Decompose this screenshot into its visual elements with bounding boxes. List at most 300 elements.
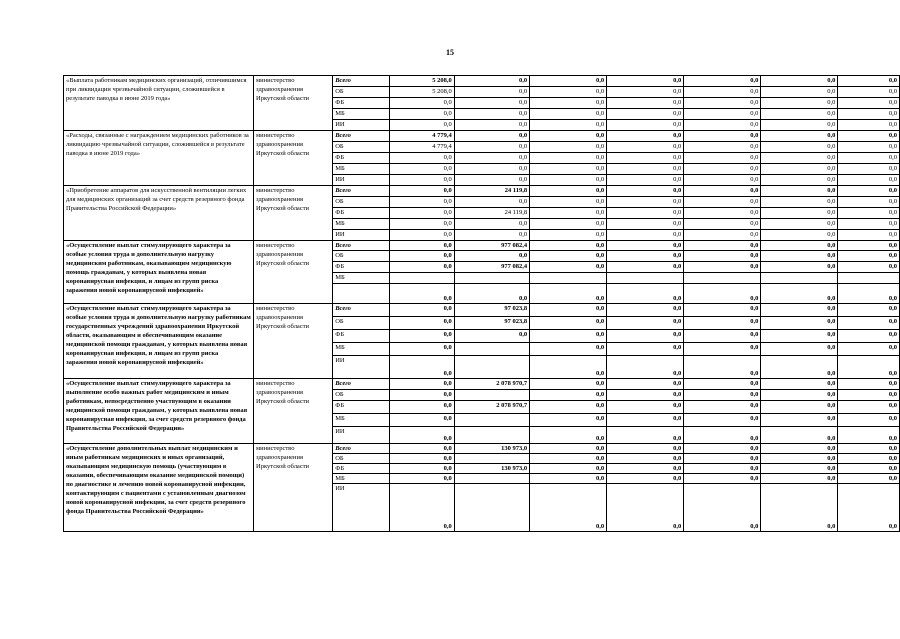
amount-cell: 0,0 [454,330,529,343]
amount-cell: 2 078 970,7 [454,379,529,390]
amount-cell: 0,0 [761,484,838,532]
amount-cell: 0,0 [454,120,529,131]
amount-cell: 0,0 [390,390,455,401]
amount-cell [530,273,607,284]
amount-cell: 0,0 [454,251,529,262]
amount-cell: 0,0 [390,343,455,356]
amount-cell: 0,0 [530,379,607,390]
amount-cell [390,273,455,284]
amount-cell: 0,0 [838,343,900,356]
measure-name: «Осуществление выплат стимулирующего характера за особые условия труда и дополнительную нагрузку медицинским работникам, оказывающим медицинскую помощь гражданам, у которых выявлена новая коронавирусная инфекция, и лицам из групп риска заражения новой коронавирусной инфекцией» [64,241,254,304]
amount-cell: 0,0 [607,98,684,109]
funding-source: МБ [333,474,390,484]
amount-cell: 0,0 [390,208,455,219]
amount-cell: 0,0 [454,109,529,120]
amount-cell: 0,0 [684,464,761,474]
amount-cell: 0,0 [607,219,684,230]
amount-cell: 130 973,0 [454,444,529,454]
amount-cell: 0,0 [530,230,607,241]
amount-cell: 0,0 [607,120,684,131]
amount-cell [454,390,529,401]
amount-cell: 0,0 [530,454,607,464]
amount-cell: 0,0 [761,109,838,120]
amount-cell: 0,0 [761,427,838,444]
amount-cell: 0,0 [390,444,455,454]
amount-cell: 0,0 [530,76,607,87]
amount-cell [607,273,684,284]
responsible-org: министерство здравоохранения Иркутской области [254,241,333,304]
amount-cell: 0,0 [530,98,607,109]
amount-cell: 0,0 [838,219,900,230]
amount-cell: 0,0 [454,131,529,142]
amount-cell: 0,0 [607,109,684,120]
amount-cell: 0,0 [761,284,838,304]
amount-cell: 0,0 [530,109,607,120]
amount-cell: 0,0 [530,153,607,164]
amount-cell: 0,0 [454,175,529,186]
amount-cell: 0,0 [761,304,838,317]
funding-source: Всего [333,76,390,87]
amount-cell: 0,0 [390,401,455,414]
amount-cell: 0,0 [530,131,607,142]
amount-cell: 0,0 [607,153,684,164]
amount-cell: 0,0 [684,109,761,120]
amount-cell [454,356,529,379]
amount-cell: 0,0 [761,175,838,186]
amount-cell [454,427,529,444]
responsible-org: министерство здравоохранения Иркутской области [254,76,333,131]
amount-cell: 0,0 [390,304,455,317]
funding-source: Всего [333,304,390,317]
amount-cell: 0,0 [838,356,900,379]
amount-cell: 0,0 [684,87,761,98]
funding-source [333,284,390,304]
amount-cell: 0,0 [530,197,607,208]
amount-cell: 0,0 [838,197,900,208]
amount-cell: 0,0 [684,284,761,304]
responsible-org: министерство здравоохранения Иркутской области [254,379,333,444]
amount-cell: 0,0 [761,251,838,262]
amount-cell: 0,0 [530,262,607,273]
amount-cell: 0,0 [684,343,761,356]
funding-source: ИИ [333,175,390,186]
amount-cell: 0,0 [607,330,684,343]
measure-name: «Расходы, связанные с награждением медицинских работников за ликвидацию чрезвычайной ситуации, сложившейся в результате паводка в июне 2019 года» [64,131,254,186]
amount-cell: 0,0 [838,390,900,401]
amount-cell [454,454,529,464]
amount-cell: 0,0 [761,230,838,241]
amount-cell: 0,0 [607,464,684,474]
amount-cell: 0,0 [684,208,761,219]
amount-cell: 0,0 [684,175,761,186]
amount-cell: 0,0 [530,330,607,343]
amount-cell: 0,0 [684,153,761,164]
amount-cell: 0,0 [607,142,684,153]
amount-cell: 0,0 [607,76,684,87]
amount-cell: 0,0 [761,208,838,219]
amount-cell: 0,0 [390,197,455,208]
amount-cell: 0,0 [607,208,684,219]
measure-name: «Осуществление дополнительных выплат медицинским и иным работникам медицинских и иных организаций, оказывающим медицинскую помощь (участвующим в оказании, обеспечивающим оказание медицинской помощи) по диагностике и лечению новой коронавирусной инфекции, контактирующим с пациентами с установленным диагнозом новой коронавирусной инфекции, за счет средств резервного фонда Правительства Российской Федерации» [64,444,254,532]
amount-cell: 0,0 [607,427,684,444]
amount-cell: 0,0 [838,109,900,120]
amount-cell: 0,0 [838,241,900,251]
funding-source: Всего [333,241,390,251]
amount-cell: 0,0 [607,343,684,356]
amount-cell: 0,0 [761,241,838,251]
amount-cell: 0,0 [530,251,607,262]
amount-cell: 0,0 [761,197,838,208]
funding-source: ИИ [333,120,390,131]
amount-cell: 0,0 [684,76,761,87]
amount-cell: 0,0 [607,197,684,208]
amount-cell: 0,0 [838,87,900,98]
amount-cell: 0,0 [530,464,607,474]
amount-cell: 0,0 [607,164,684,175]
amount-cell: 0,0 [761,98,838,109]
funding-source: Всего [333,186,390,197]
measure-name: «Осуществление выплат стимулирующего характера за выполнение особо важных работ медицинским и иным работникам, непосредственно участвующим в оказании медицинской помощи гражданам, у которых выявлена новая коронавирусная инфекция, за счет средств резервного фонда Правительства Российской Федерации» [64,379,254,444]
amount-cell: 0,0 [454,76,529,87]
amount-cell: 0,0 [761,343,838,356]
amount-cell: 0,0 [761,120,838,131]
amount-cell: 0,0 [530,219,607,230]
amount-cell: 0,0 [761,401,838,414]
amount-cell: 0,0 [761,474,838,484]
amount-cell: 0,0 [684,390,761,401]
amount-cell: 0,0 [530,175,607,186]
amount-cell: 0,0 [838,175,900,186]
amount-cell: 0,0 [390,262,455,273]
amount-cell: 0,0 [390,230,455,241]
amount-cell: 0,0 [530,484,607,532]
funding-source: ОБ [333,390,390,401]
amount-cell: 0,0 [607,262,684,273]
amount-cell: 0,0 [530,304,607,317]
measure-name: «Осуществление выплат стимулирующего характера за особые условия труда и дополнительную нагрузку работникам государственных учреждений здравоохранения Иркутской области, оказывающим и обеспечивающим оказание медицинской помощи гражданам, у которых выявлена новая коронавирусная инфекция, и лицам из групп риска заражения новой коронавирусной инфекцией» [64,304,254,379]
amount-cell: 0,0 [838,330,900,343]
funding-source: МБ [333,109,390,120]
table-row [64,241,900,251]
amount-cell: 0,0 [838,153,900,164]
funding-source: ФБ [333,464,390,474]
amount-cell: 0,0 [838,484,900,532]
amount-cell: 0,0 [684,241,761,251]
responsible-org: министерство здравоохранения Иркутской области [254,304,333,379]
amount-cell [454,484,529,532]
amount-cell: 0,0 [390,98,455,109]
amount-cell [454,474,529,484]
amount-cell: 0,0 [684,142,761,153]
funding-source: ФБ [333,330,390,343]
amount-cell: 0,0 [684,186,761,197]
responsible-org: министерство здравоохранения Иркутской области [254,186,333,241]
amount-cell: 0,0 [607,454,684,464]
amount-cell: 0,0 [607,444,684,454]
measure-name: «Приобретение аппаратов для искусственной вентиляции легких для медицинских организаций за счет средств резервного фонда Правительства Российской Федерации» [64,186,254,241]
responsible-org: министерство здравоохранения Иркутской области [254,131,333,186]
amount-cell: 0,0 [454,197,529,208]
amount-cell: 0,0 [761,454,838,464]
amount-cell: 0,0 [684,379,761,390]
amount-cell: 0,0 [838,186,900,197]
amount-cell: 0,0 [761,164,838,175]
amount-cell: 0,0 [838,230,900,241]
amount-cell: 0,0 [684,251,761,262]
amount-cell: 0,0 [454,230,529,241]
funding-source: ОБ [333,251,390,262]
amount-cell: 4 779,4 [390,142,455,153]
funding-source: МБ [333,219,390,230]
amount-cell: 0,0 [838,262,900,273]
funding-source: ФБ [333,208,390,219]
amount-cell: 0,0 [684,484,761,532]
amount-cell [761,273,838,284]
amount-cell: 0,0 [530,390,607,401]
amount-cell: 0,0 [390,474,455,484]
funding-source: ФБ [333,98,390,109]
amount-cell: 97 023,8 [454,317,529,330]
amount-cell: 0,0 [684,98,761,109]
amount-cell: 0,0 [390,109,455,120]
amount-cell: 0,0 [454,284,529,304]
amount-cell: 977 082,4 [454,241,529,251]
amount-cell: 0,0 [684,330,761,343]
amount-cell: 0,0 [838,444,900,454]
amount-cell: 0,0 [838,142,900,153]
amount-cell: 0,0 [390,330,455,343]
amount-cell: 0,0 [684,120,761,131]
funding-source: Всего [333,379,390,390]
amount-cell: 5 208,0 [390,76,455,87]
amount-cell: 0,0 [838,414,900,427]
amount-cell: 0,0 [684,304,761,317]
amount-cell: 0,0 [838,251,900,262]
amount-cell: 24 119,8 [454,208,529,219]
amount-cell: 0,0 [838,304,900,317]
amount-cell: 0,0 [761,444,838,454]
amount-cell: 0,0 [684,317,761,330]
amount-cell: 977 082,4 [454,262,529,273]
amount-cell: 0,0 [761,262,838,273]
amount-cell: 97 023,8 [454,304,529,317]
amount-cell: 0,0 [607,131,684,142]
amount-cell: 0,0 [761,317,838,330]
amount-cell: 0,0 [838,379,900,390]
table-row [64,76,900,87]
amount-cell: 0,0 [761,356,838,379]
table-row [64,444,900,454]
amount-cell: 0,0 [838,454,900,464]
amount-cell: 0,0 [454,153,529,164]
amount-cell: 0,0 [530,186,607,197]
funding-source: ИИ [333,427,390,444]
amount-cell: 0,0 [607,401,684,414]
funding-source: МБ [333,343,390,356]
amount-cell: 0,0 [390,241,455,251]
amount-cell: 0,0 [390,484,455,532]
amount-cell: 0,0 [390,356,455,379]
measure-name: «Выплата работникам медицинских организаций, отличившимся при ликвидации чрезвычайной ситуации, сложившейся в результате паводка в июне 2019 года» [64,76,254,131]
funding-source: МБ [333,164,390,175]
amount-cell: 0,0 [607,87,684,98]
amount-cell: 0,0 [838,120,900,131]
amount-cell: 0,0 [607,304,684,317]
amount-cell: 130 973,0 [454,464,529,474]
amount-cell: 0,0 [684,262,761,273]
amount-cell: 0,0 [530,284,607,304]
amount-cell: 0,0 [838,131,900,142]
amount-cell: 2 078 970,7 [454,401,529,414]
amount-cell: 0,0 [454,87,529,98]
amount-cell: 0,0 [390,427,455,444]
amount-cell: 0,0 [607,484,684,532]
page-number: 15 [446,48,454,57]
amount-cell: 0,0 [530,474,607,484]
amount-cell: 0,0 [607,390,684,401]
amount-cell: 0,0 [390,251,455,262]
amount-cell: 0,0 [838,98,900,109]
funding-source: ОБ [333,142,390,153]
amount-cell: 0,0 [390,175,455,186]
amount-cell: 0,0 [530,241,607,251]
funding-source: ИИ [333,230,390,241]
amount-cell: 0,0 [684,164,761,175]
table-row [64,379,900,390]
amount-cell: 0,0 [838,284,900,304]
amount-cell: 0,0 [530,356,607,379]
amount-cell: 0,0 [761,414,838,427]
amount-cell: 0,0 [838,427,900,444]
amount-cell: 0,0 [838,317,900,330]
amount-cell: 0,0 [684,197,761,208]
amount-cell [454,343,529,356]
funding-source: ФБ [333,262,390,273]
amount-cell: 0,0 [390,464,455,474]
amount-cell: 0,0 [684,219,761,230]
funding-source: Всего [333,131,390,142]
amount-cell: 0,0 [530,142,607,153]
responsible-org: министерство здравоохранения Иркутской области [254,444,333,532]
amount-cell: 0,0 [761,390,838,401]
amount-cell: 0,0 [761,464,838,474]
amount-cell: 0,0 [607,251,684,262]
amount-cell: 0,0 [390,317,455,330]
amount-cell: 0,0 [530,164,607,175]
amount-cell: 0,0 [530,444,607,454]
amount-cell: 0,0 [761,379,838,390]
amount-cell: 0,0 [607,230,684,241]
amount-cell: 0,0 [454,164,529,175]
amount-cell [454,414,529,427]
amount-cell: 0,0 [390,164,455,175]
funding-source: ИИ [333,484,390,532]
amount-cell: 0,0 [390,379,455,390]
amount-cell [684,273,761,284]
amount-cell: 0,0 [761,186,838,197]
amount-cell: 0,0 [454,98,529,109]
amount-cell: 0,0 [607,379,684,390]
amount-cell: 24 119,8 [454,186,529,197]
amount-cell: 0,0 [454,219,529,230]
amount-cell: 0,0 [390,284,455,304]
amount-cell: 0,0 [761,142,838,153]
funding-source: Всего [333,444,390,454]
amount-cell: 0,0 [761,76,838,87]
amount-cell: 0,0 [390,153,455,164]
amount-cell: 0,0 [684,131,761,142]
amount-cell: 0,0 [530,427,607,444]
amount-cell: 0,0 [838,464,900,474]
funding-source: ФБ [333,153,390,164]
amount-cell: 0,0 [530,317,607,330]
funding-source: ИИ [333,356,390,379]
funding-source: МБ [333,273,390,284]
amount-cell: 0,0 [390,219,455,230]
table-row [64,186,900,197]
amount-cell: 0,0 [607,414,684,427]
amount-cell: 0,0 [530,401,607,414]
amount-cell: 0,0 [761,330,838,343]
amount-cell: 0,0 [684,454,761,464]
amount-cell: 0,0 [684,356,761,379]
funding-source: ОБ [333,197,390,208]
amount-cell: 0,0 [838,76,900,87]
amount-cell [454,273,529,284]
amount-cell: 0,0 [530,87,607,98]
amount-cell: 0,0 [390,454,455,464]
amount-cell: 0,0 [607,474,684,484]
amount-cell: 0,0 [454,142,529,153]
amount-cell: 0,0 [761,87,838,98]
amount-cell: 0,0 [761,153,838,164]
amount-cell: 5 208,0 [390,87,455,98]
amount-cell: 0,0 [607,175,684,186]
amount-cell: 0,0 [530,208,607,219]
amount-cell: 0,0 [390,186,455,197]
amount-cell: 0,0 [838,474,900,484]
amount-cell: 0,0 [684,474,761,484]
amount-cell: 0,0 [838,208,900,219]
amount-cell: 0,0 [530,343,607,356]
amount-cell: 4 779,4 [390,131,455,142]
amount-cell: 0,0 [607,241,684,251]
amount-cell: 0,0 [761,131,838,142]
amount-cell: 0,0 [607,186,684,197]
table-row [64,304,900,317]
amount-cell: 0,0 [530,414,607,427]
funding-source: ФБ [333,401,390,414]
amount-cell: 0,0 [607,356,684,379]
funding-source: МБ [333,414,390,427]
budget-table [63,75,900,532]
amount-cell: 0,0 [684,414,761,427]
funding-source: ОБ [333,87,390,98]
amount-cell: 0,0 [838,401,900,414]
amount-cell [838,273,900,284]
amount-cell: 0,0 [390,414,455,427]
amount-cell: 0,0 [607,317,684,330]
amount-cell: 0,0 [684,444,761,454]
amount-cell: 0,0 [390,120,455,131]
amount-cell: 0,0 [684,230,761,241]
funding-source: ОБ [333,454,390,464]
funding-source: ОБ [333,317,390,330]
table-row [64,131,900,142]
amount-cell: 0,0 [838,164,900,175]
amount-cell: 0,0 [684,401,761,414]
amount-cell: 0,0 [761,219,838,230]
